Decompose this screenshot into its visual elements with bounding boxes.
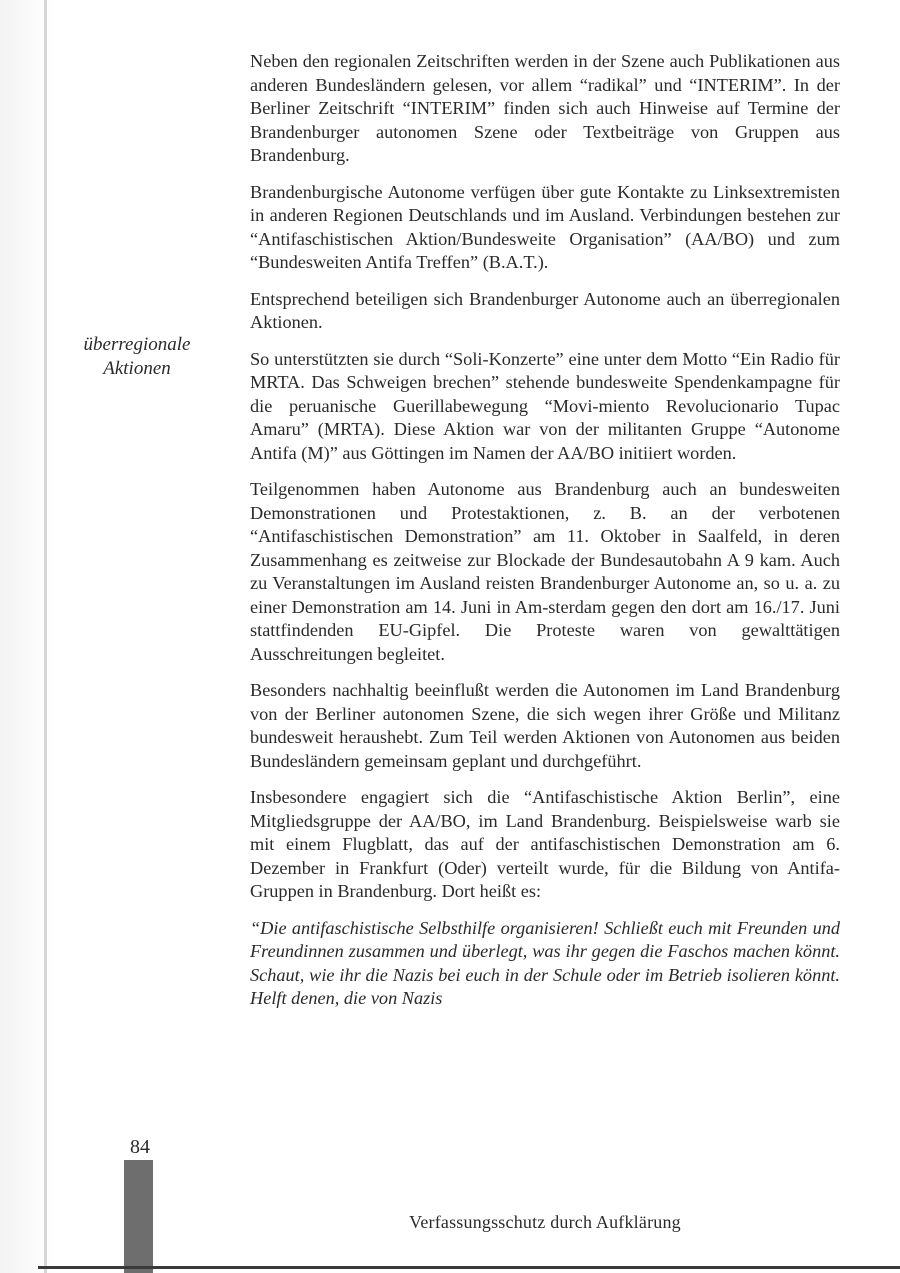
main-text: [250, 50, 840, 1024]
paragraph-5: Teilgenommen haben Autonome aus Brandenburg auch an bundesweiten Demonstrationen und Protestaktionen, z. B. an der verbotenen “Antifaschistischen Demonstration” am 11. Oktober in Saalfeld, in deren Zusammenhang es zeitweise zur Blockade der Bundesautobahn A 9 kam. Auch zu Veranstaltungen im Ausland reisten Brandenburger Autonome an, so u. a. zu einer Demonstration am 14. Juni in Am-sterdam gegen den dort am 16./17. Juni stattfindenden EU-Gipfel. Die Proteste waren von gewalttätigen Ausschreitungen begleitet.: [250, 479, 840, 664]
paragraph-6: Besonders nachhaltig beeinflußt werden die Autonomen im Land Brandenburg von der Berliner autonomen Szene, die sich wegen ihrer Größe und Militanz bundesweit heraushebt. Zum Teil werden Aktionen von Autonomen aus beiden Bundesländern gemeinsam geplant und durchgeführt.: [250, 680, 840, 771]
paragraph-3: Entsprechend beteiligen sich Brandenburger Autonome auch an überregionalen Aktionen.: [250, 288, 840, 332]
page-number: 84: [130, 1136, 150, 1158]
paragraph-1: Neben den regionalen Zeitschriften werden in der Szene auch Publikationen aus anderen Bundesländern gelesen, vor allem “radikal” und “INTERIM”. In der Berliner Zeitschrift “INTERIM” finden sich auch Hinweise auf Termine der Brandenburger autonomen Szene oder Textbeiträge von Gruppen aus Brandenburg.: [250, 51, 840, 165]
paragraph-2: Brandenburgische Autonome verfügen über gute Kontakte zu Linksextremisten in anderen Regionen Deutschlands und im Ausland. Verbindungen bestehen zur “Antifaschistischen Aktion/Bundesweite Organisation” (AA/BO) und zum “Bundesweiten Antifa Treffen” (B.A.T.).: [250, 181, 840, 272]
page-footer: Verfassungsschutz durch Aufklärung: [409, 1212, 681, 1232]
quote-paragraph: “Die antifaschistische Selbsthilfe organisieren! Schließt euch mit Freunden und Freundinnen zusammen und überlegt, was ihr gegen die Faschos machen könnt. Schaut, wie ihr die Nazis bei euch in der Schule oder im Betrieb isolieren könnt. Helft denen, die von Nazis: [250, 917, 840, 1008]
page-number-bar: [124, 1160, 153, 1273]
paragraph-7: Insbesondere engagiert sich die “Antifaschistische Aktion Berlin”, eine Mitgliedsgruppe der AA/BO, im Land Brandenburg. Beispielsweise warb sie mit einem Flugblatt, das auf der antifaschistischen Demonstration am 6. Dezember in Frankfurt (Oder) verteilt wurde, für die Bildung von Antifa-Gruppen in Brandenburg. Dort heißt es:: [250, 787, 840, 901]
paragraph-4: So unterstützten sie durch “Soli-Konzerte” eine unter dem Motto “Ein Radio für MRTA. Das Schweigen brechen” stehende bundesweite Spendenkampagne für die peruanische Guerillabewegung “Movi-miento Revolucionario Tupac Amaru” (MRTA). Diese Aktion war von der militanten Gruppe “Autonome Antifa (M)” aus Göttingen im Namen der AA/BO initiiert worden.: [250, 348, 840, 463]
margin-note: überregionale Aktionen: [83, 334, 191, 379]
page-edge-shadow: [0, 0, 58, 1273]
bottom-rule: [38, 1266, 900, 1269]
